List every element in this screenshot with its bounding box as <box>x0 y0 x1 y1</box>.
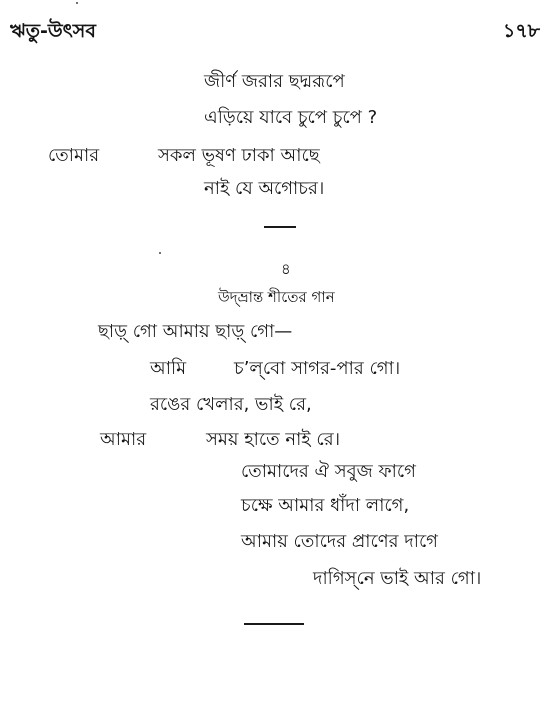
song-line: দাগিস্‌নে ভাই আর গো। <box>313 568 482 589</box>
poem-line: তোমার <box>48 145 100 166</box>
running-header-title: ঋতু-উৎসব <box>10 20 96 42</box>
song-line: আমি <box>150 358 187 379</box>
song-line: ছাড়্‌ গো আমায় ছাড়্‌ গো— <box>98 321 293 342</box>
song-line: চক্ষে আমার ধাঁদা লাগে, <box>241 495 410 516</box>
poem-line: এড়িয়ে যাবে চুপে চুপে ? <box>204 107 378 128</box>
song-title: উদ্‌ভ্রান্ত শীতের গান <box>218 288 335 306</box>
section-divider <box>264 226 296 228</box>
poem-line: জীর্ণ জরার ছদ্মরূপে <box>204 71 345 92</box>
song-line: তোমাদের ঐ সবুজ ফাগে <box>241 461 416 482</box>
print-speck <box>159 252 161 254</box>
song-line: আমার <box>100 429 147 450</box>
song-line: রঙের খেলার, ভাই রে, <box>150 394 312 415</box>
poem-line: সকল ভূষণ ঢাকা আছে <box>158 145 320 166</box>
page-number: ১৭৮ <box>503 20 541 42</box>
song-number: ৪ <box>281 260 291 278</box>
print-speck <box>76 2 78 4</box>
song-line: আমায় তোদের প্রাণের দাগে <box>241 531 438 552</box>
end-divider <box>244 623 304 625</box>
song-line: সময় হাতে নাই রে। <box>206 429 341 450</box>
song-line: চ’ল্‌বো সাগর-পার গো। <box>234 358 401 379</box>
poem-line: নাই যে অগোচর। <box>204 178 325 199</box>
